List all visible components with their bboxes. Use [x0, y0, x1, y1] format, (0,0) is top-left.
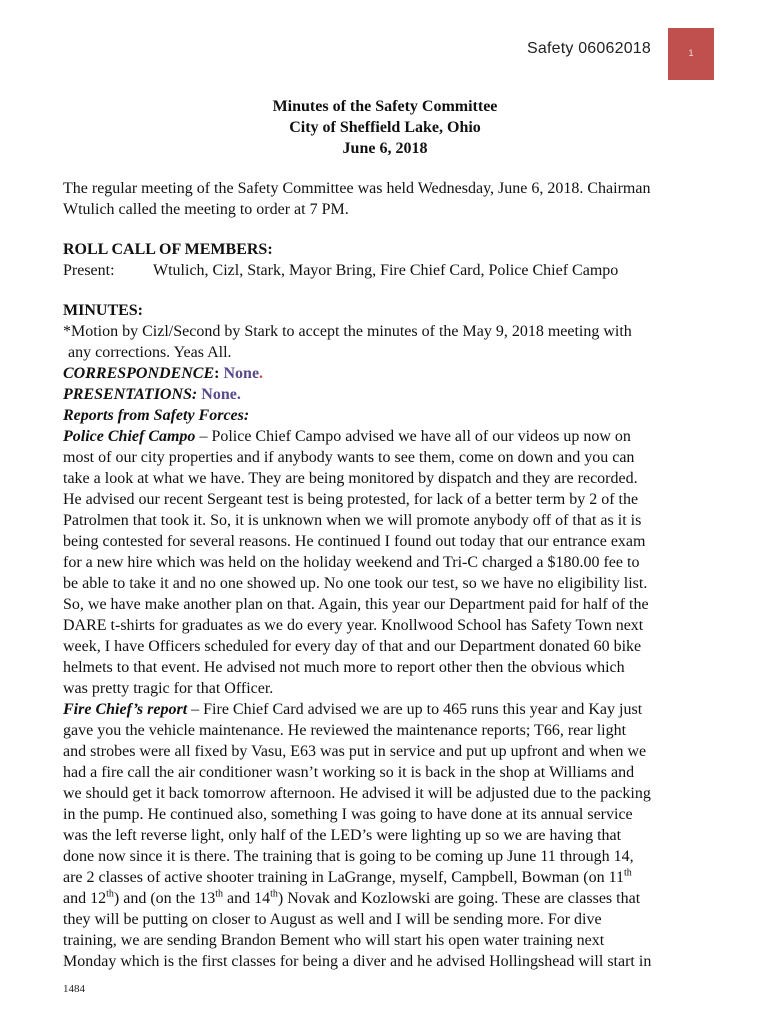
fire-line-8 — [63, 867, 715, 888]
intro-line-2: Wtulich called the meeting to order at 7 PM. — [63, 201, 349, 218]
correspondence-line — [63, 363, 715, 384]
document-body — [63, 178, 715, 972]
fire-line-4: we should get it back tomorrow afternoon. He advised it will be adjusted due to the packing — [63, 785, 651, 802]
police-line-5: being contested for several reasons. He continued I found out today that our entrance exam — [63, 533, 646, 550]
present-row — [63, 260, 715, 281]
minutes-line-1: *Motion by Cizl/Second by Stark to accept the minutes of the May 9, 2018 meeting with — [63, 323, 632, 340]
fire-line-9 — [63, 888, 715, 909]
page-number-badge — [668, 28, 714, 80]
fire-mid1: ) and (on the 13 — [113, 890, 216, 907]
fire-line-5: in the pump. He continued also, something I was going to have done at its annual service — [63, 806, 633, 823]
fire-text-0: – Fire Chief Card advised we are up to 465 runs this year and Kay just — [187, 701, 643, 718]
police-line-11: helmets to that event. He advised not much more to report other then the obvious which — [63, 659, 625, 676]
presentations-line — [63, 384, 715, 405]
sup-th-1: th — [624, 867, 632, 879]
title-line-2: City of Sheffield Lake, Ohio — [289, 119, 481, 136]
correspondence-colon: : — [214, 365, 220, 382]
footer-page-number: 1484 — [63, 983, 85, 995]
sup-th-4: th — [270, 888, 278, 900]
presentations-label: PRESENTATIONS: — [63, 386, 198, 403]
police-line-0 — [63, 426, 715, 447]
police-line-8: So, we have make another plan on that. Again, this year our Department paid for half of the — [63, 596, 649, 613]
police-text-0: – Police Chief Campo advised we have all of our videos up now on — [195, 428, 631, 445]
correspondence-dot: . — [259, 365, 264, 382]
roll-call-heading: ROLL CALL OF MEMBERS: — [63, 241, 273, 258]
sup-th-3: th — [215, 888, 223, 900]
page-number: 1 — [688, 48, 694, 58]
title-line-3: June 6, 2018 — [342, 140, 428, 157]
police-report — [63, 426, 715, 699]
intro-line-1: The regular meeting of the Safety Committee was held Wednesday, June 6, 2018. Chairman — [63, 180, 651, 197]
correspondence-label: CORRESPONDENCE — [63, 365, 215, 382]
fire-line-10: they will be putting on closer to August as well and I will be sending more. For dive — [63, 911, 602, 928]
fire-line-11: training, we are sending Brandon Bement who will start his open water training next — [63, 932, 605, 949]
minutes-heading: MINUTES: — [63, 302, 144, 319]
correspondence-value: None — [219, 365, 260, 382]
police-line-1: most of our city properties and if anybody wants to see them, come on down and you can — [63, 449, 635, 466]
document-header-title: Safety 06062018 — [527, 40, 651, 57]
fire-and14: and 14 — [222, 890, 271, 907]
police-line-6: for a new hire which was held on the holiday weekend and Tri-C charged a $180.00 fee to — [63, 554, 640, 571]
presentations-value: None. — [197, 386, 241, 403]
present-label: Present: — [63, 262, 115, 279]
police-line-3: He advised our recent Sergeant test is being protested, for lack of a better term by 2 of the — [63, 491, 639, 508]
fire-line-2: and strobes were all fixed by Vasu, E63 was put in service and put up upfront and when we — [63, 743, 647, 760]
police-line-7: be able to take it and no one showed up. No one took our test, so we have no eligibility list. — [63, 575, 648, 592]
minutes-line-2: any corrections. Yeas All. — [68, 344, 232, 361]
document-title-block — [0, 96, 770, 159]
fire-label: Fire Chief’s report — [63, 701, 188, 718]
police-line-10: week, I have Officers scheduled for every day of that and our Department donated 60 bike — [63, 638, 642, 655]
reports-heading: Reports from Safety Forces: — [63, 407, 250, 424]
police-label: Police Chief Campo — [63, 428, 196, 445]
fire-text-8: are 2 classes of active shooter training in LaGrange, myself, Campbell, Bowman (on 11 — [63, 869, 625, 886]
fire-and12: and 12 — [63, 890, 107, 907]
police-line-2: take a look at what we have. They are being monitored by dispatch and they are recorded. — [63, 470, 638, 487]
title-line-1: Minutes of the Safety Committee — [272, 98, 498, 115]
present-names: Wtulich, Cizl, Stark, Mayor Bring, Fire Chief Card, Police Chief Campo — [153, 262, 619, 279]
sup-th-2: th — [106, 888, 114, 900]
fire-line-6: was the left reverse light, only half of the LED’s were lighting up so we are having that — [63, 827, 622, 844]
fire-report — [63, 699, 715, 972]
fire-line-end: ) Novak and Kozlowski are going. These are classes that — [277, 890, 641, 907]
fire-line-7: done now since it is there. The training that is going to be coming up June 11 through 14, — [63, 848, 634, 865]
police-line-12: was pretty tragic for that Officer. — [63, 680, 274, 697]
fire-line-3: had a fire call the air conditioner wasn’t working so it is back in the shop at Williams and — [63, 764, 635, 781]
police-line-9: DARE t-shirts for graduates as we do every year. Knollwood School has Safety Town next — [63, 617, 644, 634]
fire-line-1: gave you the vehicle maintenance. He reviewed the maintenance reports; T66, rear light — [63, 722, 627, 739]
fire-line-12: Monday which is the first classes for being a diver and he advised Hollingshead will start in — [63, 953, 652, 970]
police-line-4: Patrolmen that took it. So, it is unknown when we will promote anybody off of that as it is — [63, 512, 642, 529]
fire-line-0 — [63, 699, 715, 720]
